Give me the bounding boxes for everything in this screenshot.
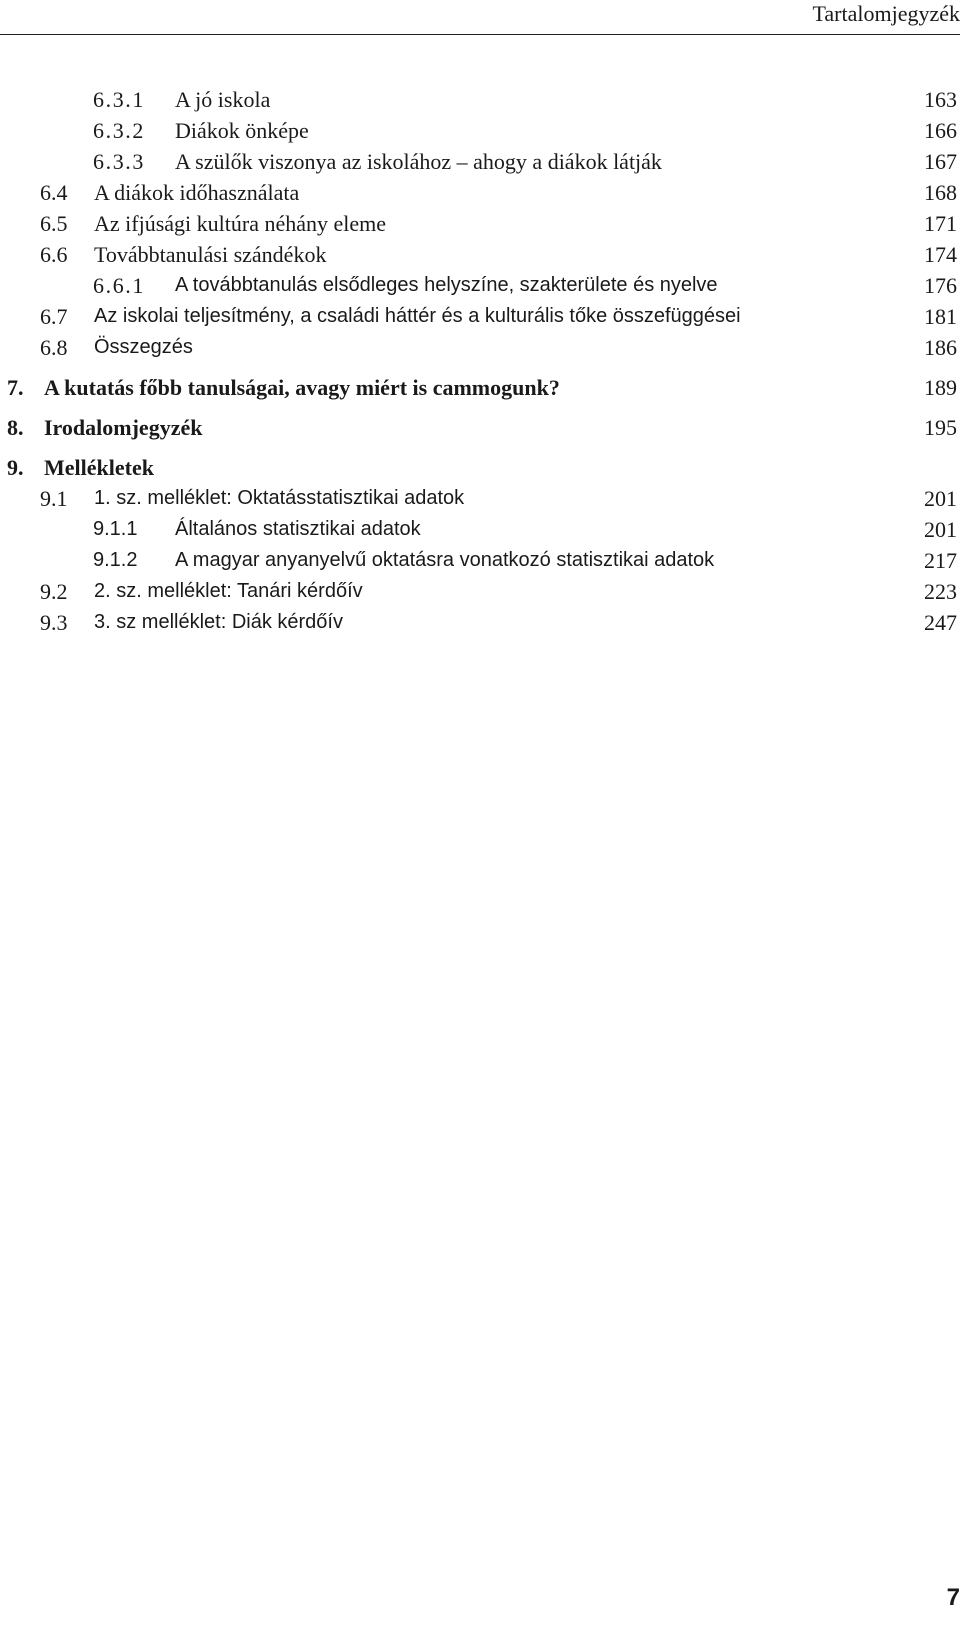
toc-entry[interactable] xyxy=(0,545,957,576)
toc-entry-number: 9.3 xyxy=(40,610,68,635)
toc-entry-page: 217 xyxy=(924,548,957,573)
toc-entry-number: 6.6.1 xyxy=(93,273,145,298)
toc-entry-number: 6.3.2 xyxy=(93,118,145,143)
toc-entry-title: A magyar anyanyelvű oktatásra vonatkozó statisztikai adatok xyxy=(175,549,715,571)
toc-entry-page: 167 xyxy=(924,149,957,174)
toc-entry[interactable] xyxy=(0,270,957,301)
toc-entry-page: 168 xyxy=(924,180,957,205)
toc-chapter-title: Mellékletek xyxy=(44,455,154,480)
toc-chapter-page: 189 xyxy=(924,375,957,400)
toc-entry[interactable] xyxy=(0,576,957,607)
toc-entry-page: 247 xyxy=(924,610,957,635)
toc-entry-number: 6.3.3 xyxy=(93,149,145,174)
toc-chapter-page: 195 xyxy=(924,415,957,440)
toc-entry[interactable] xyxy=(0,483,957,514)
toc-entry[interactable] xyxy=(0,115,957,146)
toc-entry-title: 3. sz melléklet: Diák kérdőív xyxy=(94,611,343,633)
toc-entry-title: A jó iskola xyxy=(175,87,271,112)
running-header: Tartalomjegyzék xyxy=(812,1,960,26)
toc-entry[interactable] xyxy=(0,146,957,177)
toc-entry-number: 6.3.1 xyxy=(93,87,145,112)
toc-entry-title: 1. sz. melléklet: Oktatásstatisztikai adatok xyxy=(94,487,465,509)
toc-entry-number: 6.7 xyxy=(40,304,68,329)
toc-entry[interactable] xyxy=(0,84,957,115)
toc-chapter-number: 8. xyxy=(7,415,24,440)
toc-entry-number: 9.1.1 xyxy=(93,518,138,540)
toc-chapter[interactable] xyxy=(0,372,957,403)
table-of-contents xyxy=(0,84,957,638)
toc-entry-number: 9.1 xyxy=(40,486,68,511)
toc-entry-page: 201 xyxy=(924,486,957,511)
toc-entry-number: 6.5 xyxy=(40,211,68,236)
toc-entry-page: 163 xyxy=(924,87,957,112)
toc-entry-number: 9.2 xyxy=(40,579,68,604)
toc-entry-number: 6.6 xyxy=(40,242,68,267)
toc-entry-title: Diákok önképe xyxy=(175,118,309,143)
header-rule xyxy=(0,34,960,35)
toc-entry[interactable] xyxy=(0,332,957,363)
toc-entry-number: 9.1.2 xyxy=(93,549,138,571)
toc-entry-title: 2. sz. melléklet: Tanári kérdőív xyxy=(94,580,363,602)
toc-entry[interactable] xyxy=(0,514,957,545)
toc-chapter-title: A kutatás főbb tanulságai, avagy miért is cammogunk? xyxy=(44,375,560,400)
toc-entry[interactable] xyxy=(0,239,957,270)
toc-entry-page: 176 xyxy=(924,273,957,298)
toc-entry-page: 181 xyxy=(924,304,957,329)
toc-entry-page: 166 xyxy=(924,118,957,143)
toc-entry-number: 6.4 xyxy=(40,180,68,205)
page-number: 7 xyxy=(946,1584,960,1611)
toc-entry-number: 6.8 xyxy=(40,335,68,360)
toc-entry-page: 201 xyxy=(924,517,957,542)
toc-entry-title: Az iskolai teljesítmény, a családi háttér és a kulturális tőke összefüggései xyxy=(94,305,741,327)
toc-chapter-number: 7. xyxy=(7,375,24,400)
toc-chapter-number: 9. xyxy=(7,455,24,480)
toc-chapter[interactable] xyxy=(0,412,957,443)
toc-entry-title: Összegzés xyxy=(94,336,193,358)
toc-chapter[interactable] xyxy=(0,452,957,483)
toc-entry[interactable] xyxy=(0,177,957,208)
toc-entry-page: 186 xyxy=(924,335,957,360)
toc-entry-page: 171 xyxy=(924,211,957,236)
toc-entry-page: 174 xyxy=(924,242,957,267)
toc-entry-title: Általános statisztikai adatok xyxy=(175,518,421,540)
toc-chapter-title: Irodalomjegyzék xyxy=(44,415,203,440)
toc-entry-title: A diákok időhasználata xyxy=(94,180,300,205)
toc-entry[interactable] xyxy=(0,607,957,638)
toc-entry-title: A továbbtanulás elsődleges helyszíne, szakterülete és nyelve xyxy=(175,274,718,296)
toc-entry[interactable] xyxy=(0,208,957,239)
toc-entry-title: Az ifjúsági kultúra néhány eleme xyxy=(94,211,387,236)
toc-entry-title: Továbbtanulási szándékok xyxy=(94,242,327,267)
toc-entry[interactable] xyxy=(0,301,957,332)
toc-entry-page: 223 xyxy=(924,579,957,604)
toc-entry-title: A szülők viszonya az iskolához – ahogy a diákok látják xyxy=(175,149,662,174)
